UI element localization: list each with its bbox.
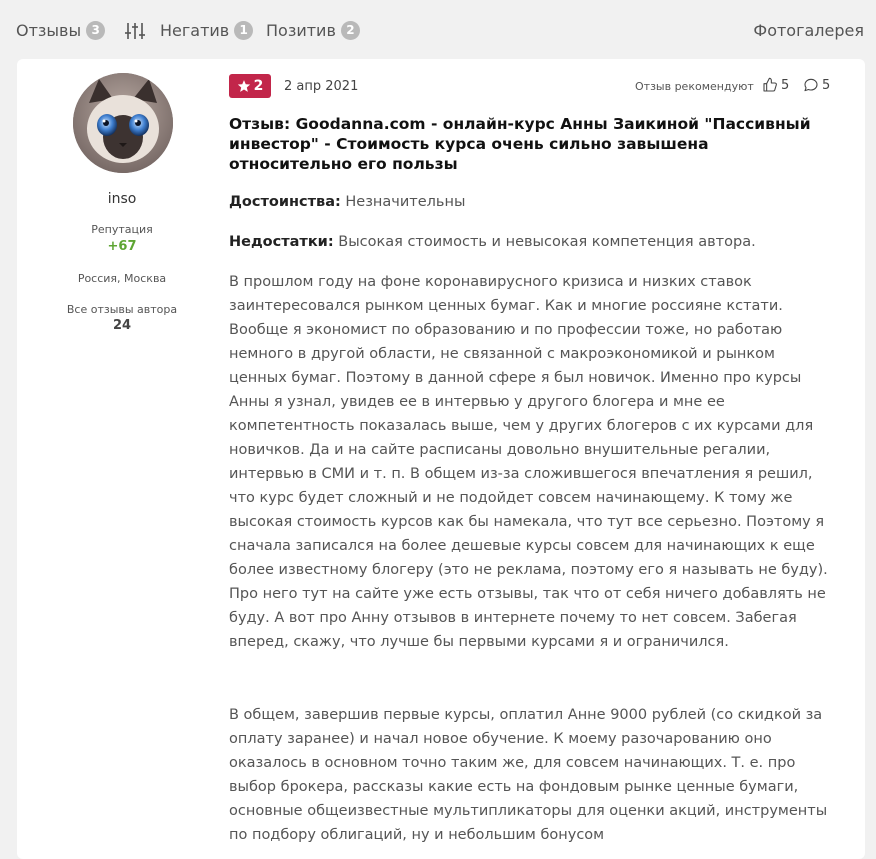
author-name[interactable]: inso	[107, 191, 137, 207]
pros-label: Достоинства:	[229, 194, 341, 210]
tab-negative[interactable]	[160, 21, 253, 40]
review-body-paragraph-2: В общем, завершив первые курсы, оплатил Анне 9000 рублей (со скидкой за оплату заранее) и начал новое обучение. К моему разочарованию оно оказалось в основном точно таким же, для совсем начинающих. Т. е. про выбор брокера, рассказы какие есть на фондовым рынке ценные бумаги, основные общеизвестные мультипликаторы для оценки акций, инструменты по подбору облигаций, ну и небольшим бонусом	[229, 707, 828, 843]
all-reviews-link[interactable]: Все отзывы автора	[66, 303, 178, 316]
star-icon	[237, 79, 251, 93]
tab-reviews-count: 3	[86, 21, 105, 40]
tab-positive-label: Позитив	[266, 21, 336, 40]
avatar[interactable]	[73, 73, 173, 173]
filter-sliders-icon[interactable]	[124, 21, 146, 41]
likes-count: 5	[781, 77, 790, 93]
thumbs-up-icon	[762, 77, 778, 93]
all-reviews-count: 24	[112, 318, 132, 333]
reputation-label: Репутация	[91, 223, 153, 236]
comments-count: 5	[822, 77, 831, 93]
review-body-paragraph-1: В прошлом году на фоне коронавирусного кризиса и низких ставок заинтересовался рынком ценных бумаг. Как и многие россияне кстати. Вообще я экономист по образованию и по профессии тоже, но работаю немного в другой области, не связанной с макроэкономикой и рынком ценных бумаг. Поэтому в данной сфере я был новичок. Именно про курсы Анны я узнал, увидев ее в интервью у другого блогера и мне ее компетентность показалась выше, чем у других блогеров с их курсами для новичков. Да и на сайте расписаны довольно внушительные регалии, интервью в СМИ и т. п. В общем из-за сложившегося впечатления я решил, что курс будет сложный и не подойдет совсем начинающему. К тому же высокая стоимость курсов как бы намекала, что тут все серьезно. Поэтому я сначала записался на более дешевые курсы совсем для начинающих к еще более известному блогеру (это не реклама, поэтому его я называть не буду). Про него тут на сайте уже есть отзывы, так что от себя ничего добавлять не буду. А вот про Анну отзывов в интернете почему то нет совсем. Забегая вперед, скажу, что лучше бы первыми курсами я и ограничился.	[229, 274, 828, 650]
cat-avatar-image	[73, 73, 173, 173]
like-button[interactable]	[762, 77, 789, 93]
recommend-label: Отзыв рекомендуют	[635, 80, 754, 93]
comment-icon	[803, 77, 819, 93]
pros-row	[229, 190, 829, 214]
review-card	[17, 59, 865, 859]
tab-positive[interactable]	[266, 21, 360, 40]
author-location: Россия, Москва	[77, 272, 167, 285]
tab-negative-count: 1	[234, 21, 253, 40]
comments-button[interactable]	[803, 77, 830, 93]
rating-value: 2	[253, 78, 264, 94]
tab-positive-count: 2	[341, 21, 360, 40]
rating-badge	[229, 74, 271, 98]
tab-reviews[interactable]	[16, 21, 105, 40]
cons-row	[229, 230, 829, 254]
pros-text: Незначительны	[345, 194, 466, 210]
review-date: 2 апр 2021	[284, 79, 359, 94]
tab-negative-label: Негатив	[160, 21, 230, 40]
cons-label: Недостатки:	[229, 234, 334, 250]
reputation-value: +67	[107, 239, 137, 254]
review-title[interactable]: Отзыв: Goodanna.com - онлайн-курс Анны Заикиной "Пассивный инвестор" - Стоимость курса очень сильно завышена относительно его пользы	[229, 115, 811, 173]
review-tabs-bar	[0, 0, 876, 62]
tab-reviews-label: Отзывы	[16, 21, 82, 40]
cons-text: Высокая стоимость и невысокая компетенция автора.	[338, 234, 756, 250]
tab-photo-gallery[interactable]: Фотогалерея	[753, 21, 864, 40]
